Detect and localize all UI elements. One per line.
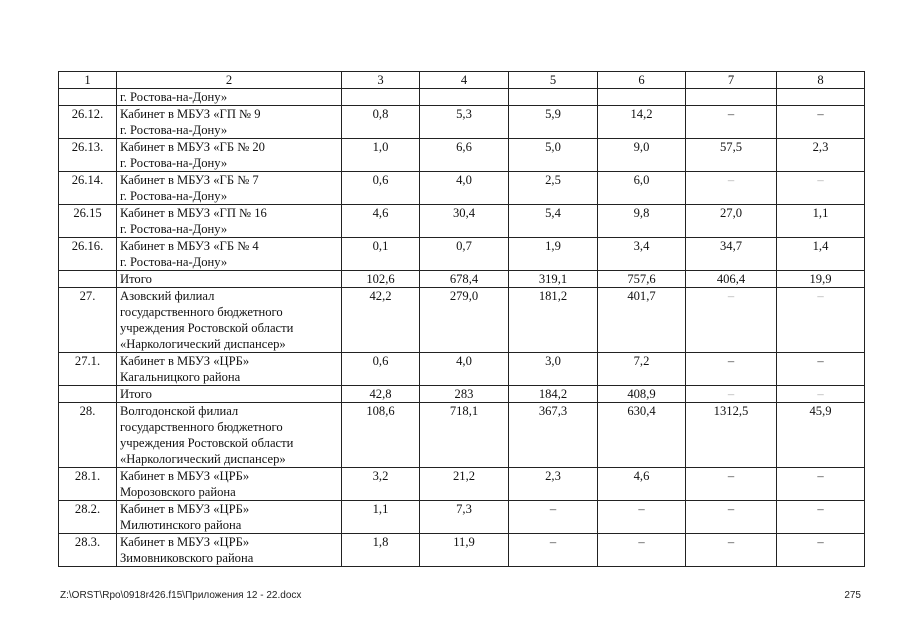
- header-cell: 2: [117, 72, 342, 89]
- footer-file-path: Z:\ORST\Rpo\0918r426.f15\Приложения 12 - 22.docx: [60, 590, 302, 601]
- value-cell: 4,6: [598, 468, 686, 501]
- value-cell: –: [598, 534, 686, 567]
- value-cell: 3,0: [509, 353, 598, 386]
- value-cell: 30,4: [420, 205, 509, 238]
- value-cell: 9,0: [598, 139, 686, 172]
- value-cell: 406,4: [686, 271, 777, 288]
- row-name-cell: г. Ростова-на-Дону»: [117, 89, 342, 106]
- row-number-cell: 26.15: [59, 205, 117, 238]
- footer-page-number: 275: [844, 590, 861, 601]
- table-row: [59, 468, 865, 501]
- value-cell: 108,6: [342, 403, 420, 468]
- row-name-cell: Кабинет в МБУЗ «ГП № 9 г. Ростова-на-Дону»: [117, 106, 342, 139]
- value-cell: 283: [420, 386, 509, 403]
- value-cell: –: [686, 534, 777, 567]
- header-cell: 5: [509, 72, 598, 89]
- row-name-cell: Кабинет в МБУЗ «ЦРБ» Милютинского района: [117, 501, 342, 534]
- value-cell: –: [686, 501, 777, 534]
- value-cell: 4,0: [420, 172, 509, 205]
- value-cell: –: [686, 106, 777, 139]
- value-cell: 102,6: [342, 271, 420, 288]
- row-name-cell: Кабинет в МБУЗ «ЦРБ» Морозовского района: [117, 468, 342, 501]
- value-cell: 367,3: [509, 403, 598, 468]
- value-cell: [777, 89, 865, 106]
- row-number-cell: [59, 89, 117, 106]
- value-cell: 718,1: [420, 403, 509, 468]
- value-cell: 319,1: [509, 271, 598, 288]
- row-number-cell: 28.3.: [59, 534, 117, 567]
- value-cell: 2,3: [509, 468, 598, 501]
- value-cell: –: [509, 534, 598, 567]
- value-cell: 42,2: [342, 288, 420, 353]
- table-row: [59, 205, 865, 238]
- row-number-cell: 26.12.: [59, 106, 117, 139]
- value-cell: –: [777, 172, 865, 205]
- header-cell: 3: [342, 72, 420, 89]
- value-cell: 0,6: [342, 353, 420, 386]
- value-cell: 0,7: [420, 238, 509, 271]
- value-cell: –: [777, 353, 865, 386]
- row-name-cell: Кабинет в МБУЗ «ГБ № 20 г. Ростова-на-Дону»: [117, 139, 342, 172]
- value-cell: 4,6: [342, 205, 420, 238]
- value-cell: [598, 89, 686, 106]
- value-cell: 1,1: [342, 501, 420, 534]
- value-cell: 757,6: [598, 271, 686, 288]
- value-cell: 1,1: [777, 205, 865, 238]
- row-name-cell: Кабинет в МБУЗ «ГП № 16 г. Ростова-на-Дону»: [117, 205, 342, 238]
- value-cell: 1312,5: [686, 403, 777, 468]
- row-number-cell: 28.2.: [59, 501, 117, 534]
- value-cell: 27,0: [686, 205, 777, 238]
- value-cell: –: [686, 468, 777, 501]
- value-cell: 7,3: [420, 501, 509, 534]
- value-cell: 1,8: [342, 534, 420, 567]
- value-cell: 0,1: [342, 238, 420, 271]
- value-cell: –: [777, 386, 865, 403]
- row-number-cell: 26.14.: [59, 172, 117, 205]
- row-name-cell: Итого: [117, 386, 342, 403]
- value-cell: 14,2: [598, 106, 686, 139]
- value-cell: 5,0: [509, 139, 598, 172]
- value-cell: 279,0: [420, 288, 509, 353]
- data-table: [58, 71, 865, 567]
- value-cell: 45,9: [777, 403, 865, 468]
- row-number-cell: 26.13.: [59, 139, 117, 172]
- table-row: [59, 403, 865, 468]
- value-cell: 1,0: [342, 139, 420, 172]
- table-row: [59, 172, 865, 205]
- value-cell: 5,3: [420, 106, 509, 139]
- table-header: [59, 72, 865, 89]
- row-number-cell: 26.16.: [59, 238, 117, 271]
- value-cell: –: [777, 468, 865, 501]
- value-cell: 0,8: [342, 106, 420, 139]
- row-name-cell: Итого: [117, 271, 342, 288]
- row-number-cell: 28.1.: [59, 468, 117, 501]
- value-cell: 184,2: [509, 386, 598, 403]
- value-cell: 6,0: [598, 172, 686, 205]
- table-row: [59, 288, 865, 353]
- row-number-cell: 27.: [59, 288, 117, 353]
- value-cell: 0,6: [342, 172, 420, 205]
- value-cell: 42,8: [342, 386, 420, 403]
- table-body: [59, 89, 865, 567]
- header-cell: 4: [420, 72, 509, 89]
- value-cell: 401,7: [598, 288, 686, 353]
- value-cell: 630,4: [598, 403, 686, 468]
- value-cell: 5,9: [509, 106, 598, 139]
- value-cell: 6,6: [420, 139, 509, 172]
- value-cell: –: [686, 288, 777, 353]
- header-row: [59, 72, 865, 89]
- value-cell: –: [598, 501, 686, 534]
- value-cell: 11,9: [420, 534, 509, 567]
- value-cell: –: [777, 501, 865, 534]
- value-cell: [420, 89, 509, 106]
- value-cell: 1,9: [509, 238, 598, 271]
- table-row: [59, 534, 865, 567]
- table-row: [59, 386, 865, 403]
- value-cell: –: [686, 172, 777, 205]
- value-cell: 2,5: [509, 172, 598, 205]
- table-row: [59, 238, 865, 271]
- value-cell: 181,2: [509, 288, 598, 353]
- value-cell: –: [686, 386, 777, 403]
- value-cell: 34,7: [686, 238, 777, 271]
- value-cell: 21,2: [420, 468, 509, 501]
- row-number-cell: 27.1.: [59, 353, 117, 386]
- value-cell: 3,2: [342, 468, 420, 501]
- value-cell: 4,0: [420, 353, 509, 386]
- value-cell: [686, 89, 777, 106]
- value-cell: –: [777, 288, 865, 353]
- table-row: [59, 139, 865, 172]
- row-number-cell: 28.: [59, 403, 117, 468]
- row-number-cell: [59, 386, 117, 403]
- row-name-cell: Волгодонской филиал государственного бюджетного учреждения Ростовской области «Наркологический диспансер»: [117, 403, 342, 468]
- table-row: [59, 501, 865, 534]
- table-row: [59, 89, 865, 106]
- value-cell: 9,8: [598, 205, 686, 238]
- value-cell: 19,9: [777, 271, 865, 288]
- row-name-cell: Кабинет в МБУЗ «ЦРБ» Зимовниковского района: [117, 534, 342, 567]
- table-row: [59, 353, 865, 386]
- value-cell: –: [686, 353, 777, 386]
- value-cell: [342, 89, 420, 106]
- value-cell: 57,5: [686, 139, 777, 172]
- value-cell: –: [777, 534, 865, 567]
- value-cell: [509, 89, 598, 106]
- row-name-cell: Кабинет в МБУЗ «ГБ № 4 г. Ростова-на-Дону»: [117, 238, 342, 271]
- row-name-cell: Кабинет в МБУЗ «ЦРБ» Кагальницкого района: [117, 353, 342, 386]
- header-cell: 1: [59, 72, 117, 89]
- row-number-cell: [59, 271, 117, 288]
- value-cell: 678,4: [420, 271, 509, 288]
- table-row: [59, 106, 865, 139]
- value-cell: 2,3: [777, 139, 865, 172]
- table-row: [59, 271, 865, 288]
- value-cell: –: [509, 501, 598, 534]
- value-cell: 3,4: [598, 238, 686, 271]
- value-cell: 5,4: [509, 205, 598, 238]
- value-cell: 408,9: [598, 386, 686, 403]
- value-cell: 7,2: [598, 353, 686, 386]
- value-cell: –: [777, 106, 865, 139]
- value-cell: 1,4: [777, 238, 865, 271]
- header-cell: 7: [686, 72, 777, 89]
- header-cell: 8: [777, 72, 865, 89]
- row-name-cell: Азовский филиал государственного бюджетного учреждения Ростовской области «Наркологический диспансер»: [117, 288, 342, 353]
- header-cell: 6: [598, 72, 686, 89]
- row-name-cell: Кабинет в МБУЗ «ГБ № 7 г. Ростова-на-Дону»: [117, 172, 342, 205]
